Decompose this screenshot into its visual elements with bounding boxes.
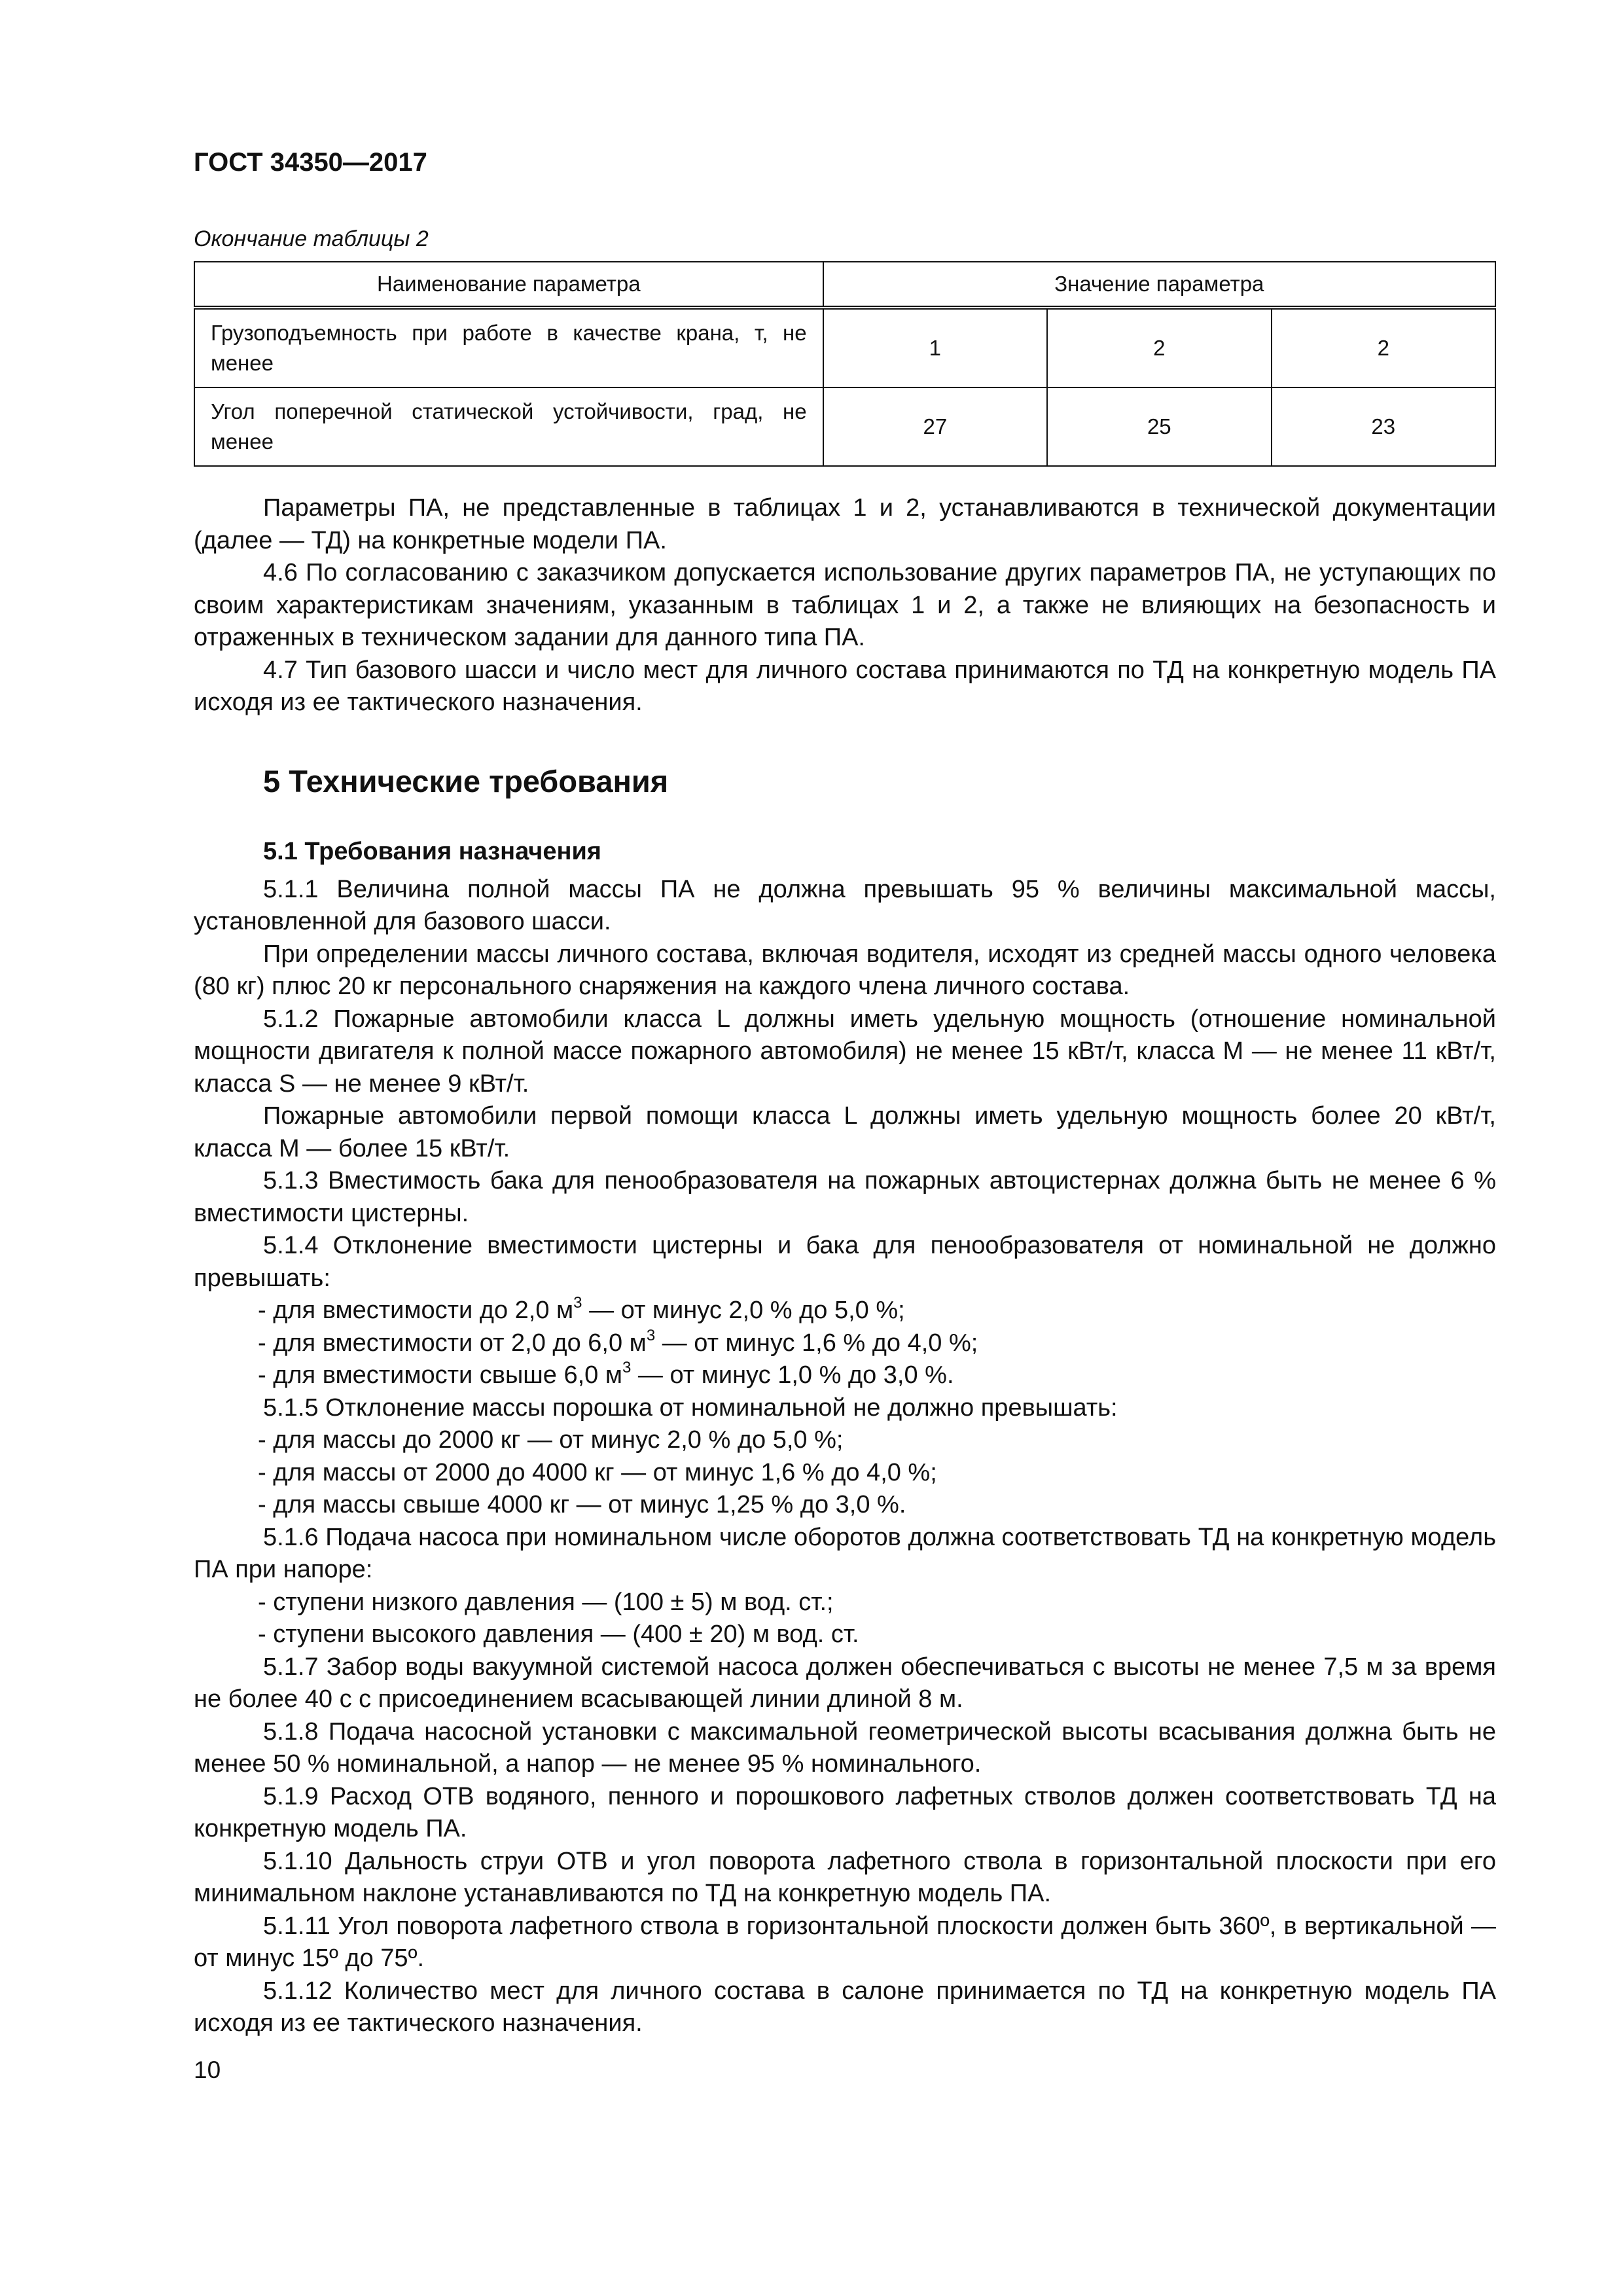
table-row xyxy=(194,308,1495,387)
row-value: 2 xyxy=(1272,308,1495,387)
list-item: - для массы от 2000 до 4000 кг — от минус 1,6 % до 4,0 %; xyxy=(258,1458,937,1486)
list-item-text: - для вместимости до 2,0 м xyxy=(258,1297,574,1324)
list-item xyxy=(194,1359,1496,1392)
row-value: 23 xyxy=(1272,387,1495,466)
list-item: - для массы до 2000 кг — от минус 2,0 % до 5,0 %; xyxy=(258,1426,844,1454)
superscript: 3 xyxy=(573,1294,582,1312)
table-row xyxy=(194,387,1495,466)
paragraph-5-1-4: 5.1.4 Отклонение вместимости цистерны и бака для пенообразователя от номинальной не должно превышать: xyxy=(194,1232,1496,1292)
paragraph-5-1-3: 5.1.3 Вместимость бака для пенообразователя на пожарных автоцистернах должна быть не менее 6 % вместимости цистерны. xyxy=(194,1167,1496,1227)
paragraph-5-1-5: 5.1.5 Отклонение массы порошка от номинальной не должно превышать: xyxy=(263,1393,1118,1422)
paragraph-5-1-1: 5.1.1 Величина полной массы ПА не должна превышать 95 % величины максимальной массы, установленной для базового шасси. xyxy=(194,875,1496,935)
paragraph-5-1-8: 5.1.8 Подача насосной установки с максимальной геометрической высоты всасывания должна быть не менее 50 % номинальной, а напор — не менее 95 % номинального. xyxy=(194,1717,1496,1778)
row-value: 25 xyxy=(1047,387,1271,466)
row-value: 2 xyxy=(1047,308,1271,387)
table-header-row xyxy=(194,262,1495,308)
paragraph: При определении массы личного состава, включая водителя, исходят из средней массы одного человека (80 кг) плюс 20 кг персонального снаряжения на каждого члена личного состава. xyxy=(194,940,1496,1000)
superscript: 3 xyxy=(622,1359,632,1376)
paragraph-5-1-11: 5.1.11 Угол поворота лафетного ствола в горизонтальной плоскости должен быть 360º, в вертикальной — от минус 15º до 75º. xyxy=(194,1912,1496,1972)
list-item: - ступени высокого давления — (400 ± 20) м вод. ст. xyxy=(258,1621,859,1648)
section-heading: 5 Технические требования xyxy=(263,763,669,798)
paragraph-5-1-7: 5.1.7 Забор воды вакуумной системой насоса должен обеспечиваться с высоты не менее 7,5 м за время не более 40 с с присоединением всасывающей линии длиной 8 м. xyxy=(194,1653,1496,1713)
paragraph-4-7: 4.7 Тип базового шасси и число мест для личного состава принимаются по ТД на конкретную модель ПА исходя из ее тактического назначения. xyxy=(194,656,1496,716)
parameters-table xyxy=(194,261,1496,467)
list-item-text: — от минус 2,0 % до 5,0 %; xyxy=(582,1297,905,1324)
paragraph-5-1-12: 5.1.12 Количество мест для личного состава в салоне принимается по ТД на конкретную модель ПА исходя из ее тактического назначения. xyxy=(194,1977,1496,2037)
list-item-text: — от минус 1,6 % до 4,0 %; xyxy=(655,1329,978,1357)
paragraph-5-1-2: 5.1.2 Пожарные автомобили класса L должны иметь удельную мощность (отношение номинальной мощности двигателя к полной массе пожарного автомобиля) не менее 15 кВт/т, класса М — не менее 11 кВт/т, класса S — не менее 9 кВт/т. xyxy=(194,1005,1496,1098)
superscript: 3 xyxy=(646,1326,656,1344)
page-number: 10 xyxy=(194,2056,221,2083)
subsection-heading: 5.1 Требования назначения xyxy=(263,837,601,865)
row-value: 27 xyxy=(823,387,1047,466)
paragraph-4-6: 4.6 По согласованию с заказчиком допускается использование других параметров ПА, не уступающих по своим характеристикам значениям, указанным в таблицах 1 и 2, а также не влияющих на безопасность и отраженных в техническом задании для данного типа ПА. xyxy=(194,559,1496,651)
paragraph-5-1-10: 5.1.10 Дальность струи ОТВ и угол поворота лафетного ствола в горизонтальной плоскости при его минимальном наклоне устанавливаются по ТД на конкретную модель ПА. xyxy=(194,1847,1496,1907)
table-caption: Окончание таблицы 2 xyxy=(194,226,429,251)
list-item xyxy=(194,1295,1496,1327)
paragraph: Пожарные автомобили первой помощи класса L должны иметь удельную мощность более 20 кВт/т, класса М — более 15 кВт/т. xyxy=(194,1102,1496,1162)
row-param-name: Грузоподъемность при работе в качестве крана, т, не менее xyxy=(194,308,823,387)
list-item-text: — от минус 1,0 % до 3,0 %. xyxy=(631,1361,954,1389)
document-body xyxy=(194,492,1496,2040)
list-item-text: - для вместимости свыше 6,0 м xyxy=(258,1361,622,1389)
list-item-text: - для вместимости от 2,0 до 6,0 м xyxy=(258,1329,647,1357)
list-item: - ступени низкого давления — (100 ± 5) м вод. ст.; xyxy=(258,1588,834,1616)
header-param-name: Наименование параметра xyxy=(194,262,823,308)
row-value: 1 xyxy=(823,308,1047,387)
list-item xyxy=(194,1327,1496,1360)
paragraph-5-1-6: 5.1.6 Подача насоса при номинальном числе оборотов должна соответствовать ТД на конкретную модель ПА при напоре: xyxy=(194,1523,1496,1583)
paragraph-5-1-9: 5.1.9 Расход ОТВ водяного, пенного и порошкового лафетных стволов должен соответствовать ТД на конкретную модель ПА. xyxy=(194,1782,1496,1842)
document-id: ГОСТ 34350—2017 xyxy=(194,148,427,177)
list-item: - для массы свыше 4000 кг — от минус 1,25 % до 3,0 %. xyxy=(258,1491,906,1518)
header-param-value: Значение параметра xyxy=(823,262,1495,308)
row-param-name: Угол поперечной статической устойчивости, град, не менее xyxy=(194,387,823,466)
paragraph: Параметры ПА, не представленные в таблицах 1 и 2, устанавливаются в технической документации (далее — ТД) на конкретные модели ПА. xyxy=(194,494,1496,554)
